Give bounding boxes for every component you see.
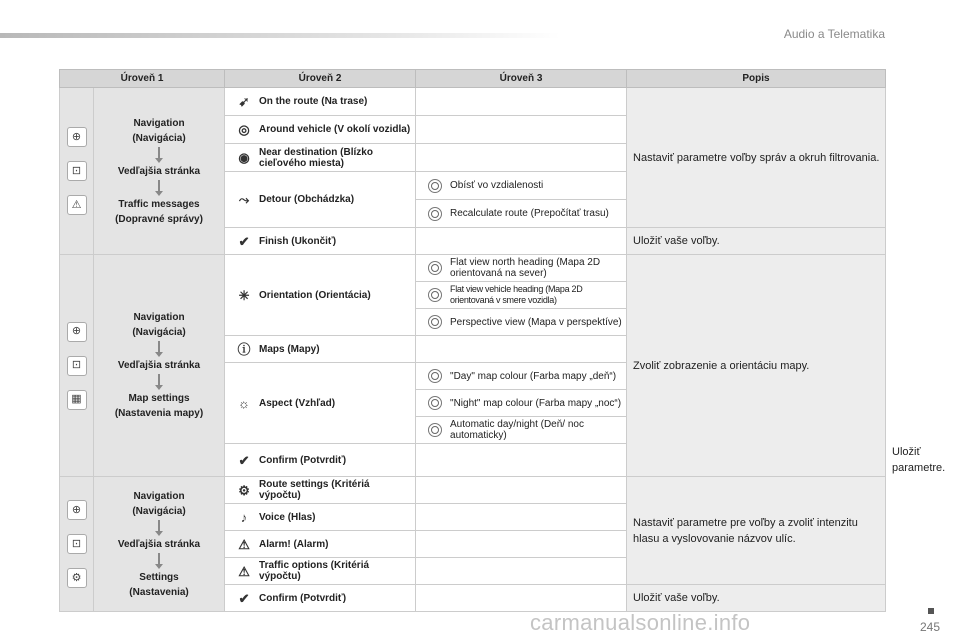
arrow-down-icon xyxy=(155,147,163,163)
info-icon: ⓘ xyxy=(237,341,251,357)
option-button-icon[interactable] xyxy=(428,207,442,221)
option-button-icon[interactable] xyxy=(428,369,442,383)
secondary-page-icon: ⊡ xyxy=(67,161,87,181)
level2-cell: ⤳ Detour (Obchádzka) xyxy=(225,172,416,228)
arrow-down-icon xyxy=(155,341,163,357)
level2-cell: ✳ Orientation (Orientácia) xyxy=(225,255,416,336)
detour-icon: ⤳ xyxy=(238,192,250,207)
arrow-down-icon xyxy=(155,374,163,390)
arrow-down-icon xyxy=(155,520,163,536)
watermark: carmanualsonline.info xyxy=(530,610,751,635)
compass-icon: ✳ xyxy=(238,287,250,303)
traffic-icon: ⚠ xyxy=(67,195,87,215)
description-cell: Nastaviť parametre pre voľby a zvoliť intenzitu hlasu a vyslovovanie názvov ulíc. xyxy=(627,477,886,585)
header-level2: Úroveň 2 xyxy=(225,70,416,88)
option-button-icon[interactable] xyxy=(428,179,442,193)
level1-cell: Navigation (Navigácia) Vedľajšia stránka Traffic messages (Dopravné správy) xyxy=(94,88,225,255)
route-settings-icon: ⚙ xyxy=(238,482,250,498)
settings-icon: ⚙ xyxy=(67,568,87,588)
level3-cell: Flat view north heading (Mapa 2D orientovaná na sever) xyxy=(416,255,627,282)
level2-cell: ⚠ Traffic options (Kritériá výpočtu) xyxy=(225,558,416,585)
table-row xyxy=(60,88,886,116)
level2-cell: ➹ On the route (Na trase) xyxy=(225,88,416,116)
level2-cell: ✔ Confirm (Potvrdiť) xyxy=(225,585,416,612)
level1-cell: Navigation (Navigácia) Vedľajšia stránka Map settings (Nastavenia mapy) xyxy=(94,255,225,477)
level2-cell: ♪ Voice (Hlas) xyxy=(225,504,416,531)
option-button-icon[interactable] xyxy=(428,315,442,329)
level3-cell: Automatic day/night (Deň/ noc automaticky) xyxy=(416,417,627,444)
level2-cell: ✔ Confirm (Potvrdiť) xyxy=(225,444,416,477)
secondary-page-icon: ⊡ xyxy=(67,356,87,376)
table-row xyxy=(60,255,886,282)
section-title: Audio a Telematika xyxy=(783,27,885,41)
table-row xyxy=(60,477,886,504)
description-save: Uložiť vaše voľby. xyxy=(627,585,886,612)
option-button-icon[interactable] xyxy=(428,396,442,410)
level1-icons xyxy=(60,88,94,255)
option-button-icon[interactable] xyxy=(428,423,442,437)
level2-cell: ⚙ Route settings (Kritériá výpočtu) xyxy=(225,477,416,504)
level1-icons xyxy=(60,255,94,477)
traffic-icon: ⚠ xyxy=(238,563,250,579)
level2-cell: ✔ Finish (Ukončiť) xyxy=(225,228,416,255)
arrow-down-icon xyxy=(155,180,163,196)
option-button-icon[interactable] xyxy=(428,288,442,302)
level3-cell: Flat view vehicle heading (Mapa 2D orientovaná v smere vozidla) xyxy=(416,282,627,309)
level2-cell: ◎ Around vehicle (V okolí vozidla) xyxy=(225,116,416,144)
level1-cell: Navigation (Navigácia) Vedľajšia stránka Settings (Nastavenia) xyxy=(94,477,225,612)
navigation-icon: ⊕ xyxy=(67,127,87,147)
level1-icons xyxy=(60,477,94,612)
navigation-icon: ⊕ xyxy=(67,500,87,520)
brightness-icon: ☼ xyxy=(238,395,250,411)
option-button-icon[interactable] xyxy=(428,261,442,275)
secondary-page-icon: ⊡ xyxy=(67,534,87,554)
navigation-icon: ⊕ xyxy=(67,322,87,342)
header-description: Popis xyxy=(627,70,886,88)
level2-cell: ⓘ Maps (Mapy) xyxy=(225,336,416,363)
level3-cell: Recalculate route (Prepočítať trasu) xyxy=(416,200,627,228)
level2-cell: ☼ Aspect (Vzhľad) xyxy=(225,363,416,444)
destination-icon: ◉ xyxy=(238,150,250,165)
warning-icon: ⚠ xyxy=(238,536,250,552)
description-save: Uložiť vaše voľby. xyxy=(627,228,886,255)
vehicle-icon: ◎ xyxy=(238,122,250,137)
level2-cell: ◉ Near destination (Blízko cieľového miesta) xyxy=(225,144,416,172)
table-header-row xyxy=(60,70,886,88)
level2-cell: ⚠ Alarm! (Alarm) xyxy=(225,531,416,558)
page-marker xyxy=(928,608,934,614)
arrow-down-icon xyxy=(155,553,163,569)
description-cell: Zvoliť zobrazenie a orientáciu mapy. xyxy=(627,255,886,477)
level3-cell: Obísť vo vzdialenosti xyxy=(416,172,627,200)
description-cell: Nastaviť parametre voľby správ a okruh filtrovania. xyxy=(627,88,886,228)
check-icon: ✔ xyxy=(238,590,250,606)
map-settings-icon: ▦ xyxy=(67,390,87,410)
menu-table xyxy=(59,69,946,612)
level3-cell: Perspective view (Mapa v perspektíve) xyxy=(416,309,627,336)
level3-cell: "Night" map colour (Farba mapy „noc“) xyxy=(416,390,627,417)
check-icon: ✔ xyxy=(238,452,250,468)
voice-icon: ♪ xyxy=(240,509,248,525)
header-level1: Úroveň 1 xyxy=(60,70,225,88)
page-number: 245 xyxy=(919,620,940,634)
route-icon: ➹ xyxy=(238,94,250,109)
header-bar xyxy=(0,33,560,38)
level3-cell: "Day" map colour (Farba mapy „deň“) xyxy=(416,363,627,390)
check-icon: ✔ xyxy=(238,233,250,249)
table-row: ✔ Confirm (Potvrdiť) Uložiť parametre. xyxy=(60,444,886,477)
header-level3: Úroveň 3 xyxy=(416,70,627,88)
